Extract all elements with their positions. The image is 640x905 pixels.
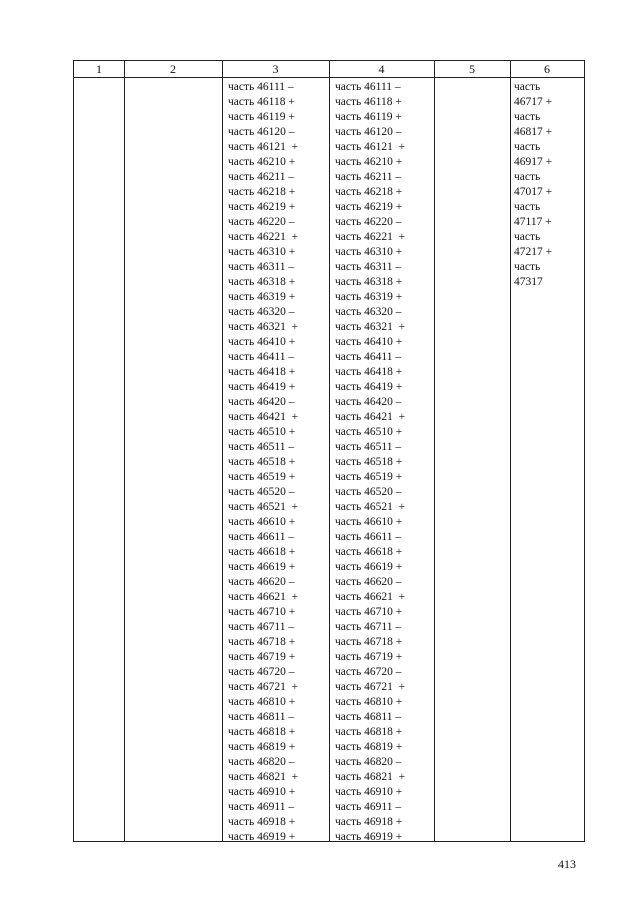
table-cell-entry: часть 46419 +	[335, 381, 403, 393]
table-cell-entry: часть 46111 –	[228, 81, 294, 93]
header-col-2: 2	[170, 62, 176, 76]
table-cell-entry: часть 46420 –	[228, 396, 295, 408]
table-cell-entry: часть 46310 +	[228, 246, 296, 258]
table-cell-entry: 46717 +	[514, 96, 553, 108]
table-cell-entry: 46917 +	[514, 156, 553, 168]
table-cell-entry: часть 46210 +	[228, 156, 296, 168]
table-cell-entry: 47017 +	[514, 186, 553, 198]
table-cell-entry: часть 46220 –	[335, 216, 402, 228]
table-cell-entry: часть 46111 –	[335, 81, 401, 93]
table-cell-entry: часть 46719 +	[335, 651, 403, 663]
table-cell-entry: часть 46411 –	[335, 351, 402, 363]
table-cell-entry: часть 46120 –	[335, 126, 402, 138]
table-cell-entry: часть 46618 +	[335, 546, 403, 558]
column-6-list	[514, 80, 552, 290]
table-cell-entry: часть 46218 +	[335, 186, 403, 198]
table-cell-entry: часть 46719 +	[228, 651, 296, 663]
table-cell-entry: часть 46818 +	[228, 726, 296, 738]
table-cell-entry: часть 46119 +	[228, 111, 295, 123]
table-cell-entry: часть	[514, 111, 541, 123]
table-cell-entry: часть 46919 +	[228, 831, 296, 843]
table-cell-entry: часть 46318 +	[228, 276, 296, 288]
table-cell-entry: часть 46910 +	[335, 786, 403, 798]
table-cell-entry: часть 46121 +	[335, 141, 406, 153]
table-cell-entry: часть 46819 +	[228, 741, 296, 753]
table-cell-entry: 47317	[514, 276, 543, 288]
table-cell-entry: часть 46711 –	[335, 621, 402, 633]
table-cell-entry: часть 46918 +	[335, 816, 403, 828]
table-cell-entry: часть	[514, 141, 541, 153]
table-cell-entry: часть 46210 +	[335, 156, 403, 168]
column-divider	[329, 61, 330, 841]
table-cell-entry: часть 46219 +	[228, 201, 296, 213]
table-cell-entry: часть 46521 +	[228, 501, 299, 513]
table-cell-entry: часть 46418 +	[228, 366, 296, 378]
page-number: 413	[558, 857, 576, 871]
column-divider	[510, 61, 511, 841]
table-cell-entry: часть 46710 +	[335, 606, 403, 618]
table-cell-entry: часть 46918 +	[228, 816, 296, 828]
data-table	[73, 60, 585, 842]
table-cell-entry: часть 46821 +	[335, 771, 406, 783]
table-cell-entry: часть 46720 –	[228, 666, 295, 678]
table-cell-entry: часть 46218 +	[228, 186, 296, 198]
table-cell-entry: часть 46321 +	[228, 321, 299, 333]
table-cell-entry: часть 46718 +	[228, 636, 296, 648]
table-cell-entry: часть 46118 +	[335, 96, 402, 108]
table-cell-entry: часть	[514, 171, 541, 183]
table-cell-entry: часть 46911 –	[228, 801, 295, 813]
table-cell-entry: часть 46721 +	[228, 681, 299, 693]
column-divider	[222, 61, 223, 841]
header-col-6: 6	[544, 62, 550, 76]
table-cell-entry: часть 46318 +	[335, 276, 403, 288]
table-cell-entry: 47217 +	[514, 246, 553, 258]
table-cell-entry: часть 46221 +	[335, 231, 406, 243]
table-cell-entry: часть 46419 +	[228, 381, 296, 393]
column-divider	[124, 61, 125, 841]
table-cell-entry: часть 46211 –	[228, 171, 295, 183]
table-cell-entry: часть 46820 –	[228, 756, 295, 768]
table-cell-entry: часть 46919 +	[335, 831, 403, 843]
table-cell-entry: часть 46511 –	[335, 441, 402, 453]
table-cell-entry: часть 46411 –	[228, 351, 295, 363]
table-cell-entry: часть 46621 +	[335, 591, 406, 603]
table-cell-entry: часть 46420 –	[335, 396, 402, 408]
table-cell-entry: часть 46610 +	[335, 516, 403, 528]
table-cell-entry: часть 46810 +	[335, 696, 403, 708]
table-cell-entry: часть 46310 +	[335, 246, 403, 258]
table-cell-entry: часть 46721 +	[335, 681, 406, 693]
table-cell-entry: часть 46720 –	[335, 666, 402, 678]
table-cell-entry: часть 46519 +	[228, 471, 296, 483]
table-cell-entry: часть 46418 +	[335, 366, 403, 378]
table-cell-entry: часть 46319 +	[228, 291, 296, 303]
table-cell-entry: часть 46118 +	[228, 96, 295, 108]
table-cell-entry: часть 46718 +	[335, 636, 403, 648]
table-cell-entry: часть 46319 +	[335, 291, 403, 303]
table-cell-entry: часть 46219 +	[335, 201, 403, 213]
table-cell-entry: часть 46519 +	[335, 471, 403, 483]
table-cell-entry: 47117 +	[514, 216, 552, 228]
table-cell-entry: часть 46119 +	[335, 111, 402, 123]
table-cell-entry: 46817 +	[514, 126, 553, 138]
table-cell-entry: часть 46221 +	[228, 231, 299, 243]
table-cell-entry: часть 46410 +	[228, 336, 296, 348]
table-cell-entry: часть	[514, 261, 541, 273]
table-cell-entry: часть 46521 +	[335, 501, 406, 513]
table-cell-entry: часть 46621 +	[228, 591, 299, 603]
table-cell-entry: часть 46321 +	[335, 321, 406, 333]
table-cell-entry: часть 46220 –	[228, 216, 295, 228]
table-cell-entry: часть 46511 –	[228, 441, 295, 453]
table-cell-entry: часть 46619 +	[335, 561, 403, 573]
table-cell-entry: часть 46821 +	[228, 771, 299, 783]
table-cell-entry: часть 46311 –	[335, 261, 402, 273]
table-cell-entry: часть 46518 +	[228, 456, 296, 468]
table-cell-entry: часть 46610 +	[228, 516, 296, 528]
table-cell-entry: часть 46820 –	[335, 756, 402, 768]
header-col-5: 5	[469, 62, 475, 76]
table-cell-entry: часть 46810 +	[228, 696, 296, 708]
table-cell-entry: часть 46320 –	[335, 306, 402, 318]
table-cell-entry: часть 46811 –	[228, 711, 295, 723]
table-cell-entry: часть 46120 –	[228, 126, 295, 138]
header-col-4: 4	[378, 62, 385, 76]
table-cell-entry: часть 46710 +	[228, 606, 296, 618]
table-cell-entry: часть 46510 +	[228, 426, 296, 438]
header-col-1: 1	[96, 62, 102, 76]
table-cell-entry: часть 46910 +	[228, 786, 296, 798]
table-cell-entry: часть 46121 +	[228, 141, 299, 153]
table-cell-entry: часть 46421 +	[228, 411, 299, 423]
header-col-3: 3	[272, 62, 279, 76]
table-cell-entry: часть 46819 +	[335, 741, 403, 753]
table-cell-entry: часть 46410 +	[335, 336, 403, 348]
table-cell-entry: часть 46911 –	[335, 801, 402, 813]
table-cell-entry: часть 46211 –	[335, 171, 402, 183]
table-cell-entry: часть 46421 +	[335, 411, 406, 423]
table-cell-entry: часть	[514, 201, 541, 213]
table-cell-entry: часть 46618 +	[228, 546, 296, 558]
table-cell-entry: часть 46711 –	[228, 621, 295, 633]
column-divider	[434, 61, 435, 841]
table-cell-entry: часть 46510 +	[335, 426, 403, 438]
table-cell-entry: часть	[514, 231, 541, 243]
table-cell-entry: часть 46620 –	[335, 576, 402, 588]
table-cell-entry: часть 46620 –	[228, 576, 295, 588]
column-3-list	[228, 80, 298, 845]
table-cell-entry: часть 46520 –	[228, 486, 295, 498]
table-cell-entry: часть 46611 –	[335, 531, 402, 543]
table-cell-entry: часть 46311 –	[228, 261, 295, 273]
column-4-list	[335, 80, 405, 845]
table-cell-entry: часть 46818 +	[335, 726, 403, 738]
table-cell-entry: часть 46811 –	[335, 711, 402, 723]
table-cell-entry: часть 46611 –	[228, 531, 295, 543]
table-cell-entry: часть 46518 +	[335, 456, 403, 468]
table-cell-entry: часть 46520 –	[335, 486, 402, 498]
table-cell-entry: часть 46320 –	[228, 306, 295, 318]
table-cell-entry: часть	[514, 81, 541, 93]
table-cell-entry: часть 46619 +	[228, 561, 296, 573]
